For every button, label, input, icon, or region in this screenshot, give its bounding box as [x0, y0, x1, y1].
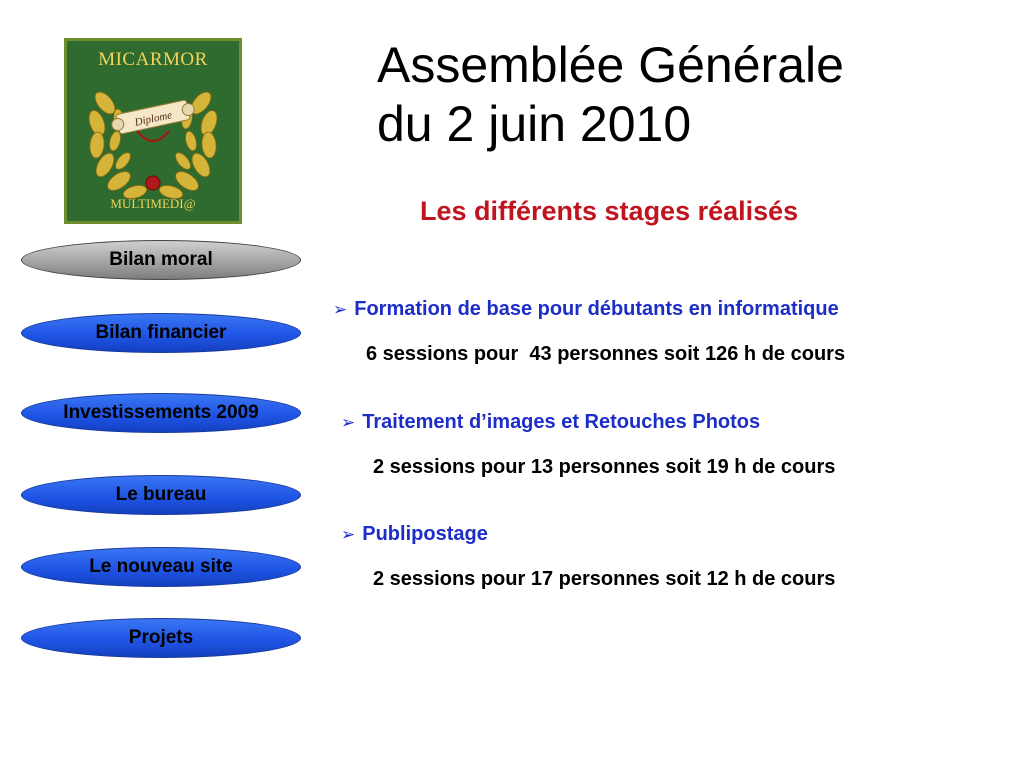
title-line-1: Assemblée Générale — [377, 37, 844, 93]
section-subtitle: Les différents stages réalisés — [420, 196, 799, 226]
nav-nouveau-site-button[interactable]: Le nouveau site — [21, 547, 301, 587]
nav-investissements-button[interactable]: Investissements 2009 — [21, 393, 301, 433]
page-title — [377, 36, 844, 154]
arrow-bullet-icon: ➢ — [333, 300, 348, 319]
stage-item-title: Traitement d’images et Retouches Photos — [362, 411, 761, 433]
stage-item-title: Formation de base pour débutants en informatique — [354, 298, 839, 320]
stage-item-title: Publipostage — [362, 523, 488, 545]
scroll-text: Diplome — [133, 109, 174, 129]
micarmor-logo — [64, 38, 242, 224]
stage-item-heading — [333, 298, 839, 321]
stage-item-detail: 6 sessions pour 43 personnes soit 126 h de cours — [366, 343, 846, 365]
arrow-bullet-icon: ➢ — [341, 413, 356, 432]
nav-bilan-financier-button[interactable]: Bilan financier — [21, 313, 301, 353]
nav-le-bureau-button[interactable]: Le bureau — [21, 475, 301, 515]
logo-bottom-text: MULTIMEDI@ — [110, 196, 196, 211]
stage-item-heading — [341, 411, 760, 434]
stage-item-heading — [341, 523, 488, 546]
nav-bilan-moral-button[interactable]: Bilan moral — [21, 240, 301, 280]
stage-item-detail: 2 sessions pour 13 personnes soit 19 h de cours — [373, 456, 836, 478]
nav-projets-button[interactable]: Projets — [21, 618, 301, 658]
stage-item-detail: 2 sessions pour 17 personnes soit 12 h de cours — [373, 568, 836, 590]
arrow-bullet-icon: ➢ — [341, 525, 356, 544]
title-line-2: du 2 juin 2010 — [377, 96, 692, 152]
logo-top-text: MICARMOR — [98, 49, 208, 70]
